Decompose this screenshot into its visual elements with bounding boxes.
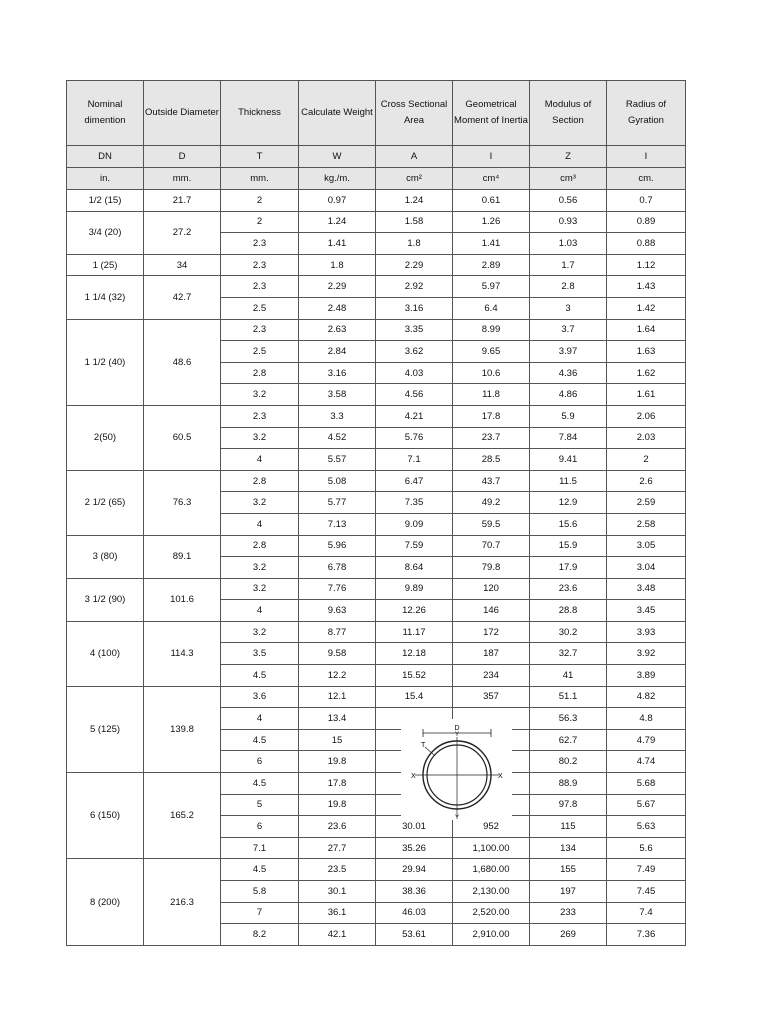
gyration-cell: 3.89 bbox=[607, 665, 686, 687]
modulus-cell: 41 bbox=[530, 665, 607, 687]
area-cell: 1.24 bbox=[376, 190, 453, 212]
area-cell: 4.03 bbox=[376, 362, 453, 384]
modulus-cell: 3 bbox=[530, 297, 607, 319]
nominal-cell: 2(50) bbox=[67, 405, 144, 470]
gyration-cell: 1.64 bbox=[607, 319, 686, 341]
unit-cell: cm³ bbox=[530, 168, 607, 190]
pipe-cross-section-diagram bbox=[401, 719, 512, 820]
unit-cell: mm. bbox=[221, 168, 299, 190]
nominal-cell: 3 (80) bbox=[67, 535, 144, 578]
modulus-cell: 233 bbox=[530, 902, 607, 924]
nominal-cell: 3/4 (20) bbox=[67, 211, 144, 254]
area-cell: 29.94 bbox=[376, 859, 453, 881]
gyration-cell: 2.06 bbox=[607, 405, 686, 427]
weight-cell: 9.58 bbox=[299, 643, 376, 665]
gyration-cell: 2.59 bbox=[607, 492, 686, 514]
nominal-cell: 1 1/4 (32) bbox=[67, 276, 144, 319]
outside-diameter-cell: 27.2 bbox=[144, 211, 221, 254]
inertia-cell: 70.7 bbox=[453, 535, 530, 557]
weight-cell: 7.13 bbox=[299, 513, 376, 535]
nominal-cell: 1 (25) bbox=[67, 254, 144, 276]
modulus-cell: 23.6 bbox=[530, 578, 607, 600]
nominal-cell: 1 1/2 (40) bbox=[67, 319, 144, 405]
thickness-cell: 4.5 bbox=[221, 859, 299, 881]
inertia-cell: 172 bbox=[453, 621, 530, 643]
modulus-cell: 2.8 bbox=[530, 276, 607, 298]
modulus-cell: 56.3 bbox=[530, 708, 607, 730]
area-cell: 9.09 bbox=[376, 513, 453, 535]
area-cell: 4.56 bbox=[376, 384, 453, 406]
unit-cell: mm. bbox=[144, 168, 221, 190]
pipe-cross-section-figure bbox=[401, 719, 512, 820]
unit-cell: in. bbox=[67, 168, 144, 190]
weight-cell: 3.58 bbox=[299, 384, 376, 406]
gyration-cell: 2.58 bbox=[607, 513, 686, 535]
modulus-cell: 97.8 bbox=[530, 794, 607, 816]
weight-cell: 2.84 bbox=[299, 341, 376, 363]
gyration-cell: 3.05 bbox=[607, 535, 686, 557]
area-cell: 7.35 bbox=[376, 492, 453, 514]
gyration-cell: 0.88 bbox=[607, 233, 686, 255]
modulus-cell: 4.86 bbox=[530, 384, 607, 406]
modulus-cell: 1.7 bbox=[530, 254, 607, 276]
area-cell: 7.1 bbox=[376, 449, 453, 471]
weight-cell: 5.57 bbox=[299, 449, 376, 471]
thickness-cell: 2.8 bbox=[221, 362, 299, 384]
inertia-cell: 17.8 bbox=[453, 405, 530, 427]
area-cell: 9.89 bbox=[376, 578, 453, 600]
weight-cell: 8.77 bbox=[299, 621, 376, 643]
inertia-cell: 357 bbox=[453, 686, 530, 708]
weight-cell: 12.1 bbox=[299, 686, 376, 708]
area-cell: 38.36 bbox=[376, 881, 453, 903]
unit-cell: cm⁴ bbox=[453, 168, 530, 190]
weight-cell: 23.5 bbox=[299, 859, 376, 881]
gyration-cell: 1.12 bbox=[607, 254, 686, 276]
table-row bbox=[67, 535, 686, 557]
symbol-cell: A bbox=[376, 146, 453, 168]
gyration-cell: 1.62 bbox=[607, 362, 686, 384]
thickness-cell: 7.1 bbox=[221, 837, 299, 859]
table-row bbox=[67, 405, 686, 427]
symbol-cell: D bbox=[144, 146, 221, 168]
x-label-left: X bbox=[411, 773, 416, 780]
inertia-cell: 43.7 bbox=[453, 470, 530, 492]
weight-cell: 15 bbox=[299, 729, 376, 751]
nominal-cell: 5 (125) bbox=[67, 686, 144, 772]
weight-cell: 30.1 bbox=[299, 881, 376, 903]
nominal-cell: 3 1/2 (90) bbox=[67, 578, 144, 621]
weight-cell: 1.41 bbox=[299, 233, 376, 255]
outside-diameter-cell: 216.3 bbox=[144, 859, 221, 945]
inertia-cell: 1.26 bbox=[453, 211, 530, 233]
weight-cell: 2.29 bbox=[299, 276, 376, 298]
gyration-cell: 3.04 bbox=[607, 557, 686, 579]
weight-cell: 5.77 bbox=[299, 492, 376, 514]
thickness-cell: 6 bbox=[221, 751, 299, 773]
modulus-cell: 3.7 bbox=[530, 319, 607, 341]
nominal-cell: 2 1/2 (65) bbox=[67, 470, 144, 535]
symbol-cell: I bbox=[607, 146, 686, 168]
weight-cell: 17.8 bbox=[299, 773, 376, 795]
thickness-cell: 4 bbox=[221, 449, 299, 471]
table-row bbox=[67, 190, 686, 212]
weight-cell: 3.16 bbox=[299, 362, 376, 384]
thickness-cell: 3.6 bbox=[221, 686, 299, 708]
outside-diameter-cell: 139.8 bbox=[144, 686, 221, 772]
gyration-cell: 7.49 bbox=[607, 859, 686, 881]
outside-diameter-cell: 21.7 bbox=[144, 190, 221, 212]
area-cell: 4.21 bbox=[376, 405, 453, 427]
modulus-cell: 30.2 bbox=[530, 621, 607, 643]
inertia-cell: 2,520.00 bbox=[453, 902, 530, 924]
thickness-cell: 2.5 bbox=[221, 297, 299, 319]
inertia-cell: 1.41 bbox=[453, 233, 530, 255]
outside-diameter-cell: 60.5 bbox=[144, 405, 221, 470]
inertia-cell: 146 bbox=[453, 600, 530, 622]
gyration-cell: 4.82 bbox=[607, 686, 686, 708]
table-row bbox=[67, 276, 686, 298]
modulus-cell: 9.41 bbox=[530, 449, 607, 471]
modulus-cell: 1.03 bbox=[530, 233, 607, 255]
header-cell: Nominal dimention bbox=[67, 81, 144, 146]
thickness-cell: 3.2 bbox=[221, 578, 299, 600]
nominal-cell: 1/2 (15) bbox=[67, 190, 144, 212]
gyration-cell: 5.67 bbox=[607, 794, 686, 816]
thickness-cell: 4 bbox=[221, 600, 299, 622]
thickness-cell: 2.3 bbox=[221, 233, 299, 255]
thickness-cell: 4.5 bbox=[221, 729, 299, 751]
gyration-cell: 2 bbox=[607, 449, 686, 471]
header-cell: Outside Diameter bbox=[144, 81, 221, 146]
inertia-cell: 5.97 bbox=[453, 276, 530, 298]
table-row bbox=[67, 621, 686, 643]
thickness-cell: 3.2 bbox=[221, 621, 299, 643]
gyration-cell: 3.93 bbox=[607, 621, 686, 643]
header-cell: Thickness bbox=[221, 81, 299, 146]
area-cell: 12.26 bbox=[376, 600, 453, 622]
weight-cell: 2.48 bbox=[299, 297, 376, 319]
weight-cell: 12.2 bbox=[299, 665, 376, 687]
area-cell: 15.4 bbox=[376, 686, 453, 708]
table-row bbox=[67, 254, 686, 276]
y-label-top: Y bbox=[455, 732, 460, 738]
modulus-cell: 4.36 bbox=[530, 362, 607, 384]
thickness-cell: 7 bbox=[221, 902, 299, 924]
inertia-cell: 0.61 bbox=[453, 190, 530, 212]
inertia-cell: 28.5 bbox=[453, 449, 530, 471]
symbol-cell: Z bbox=[530, 146, 607, 168]
thickness-cell: 3.5 bbox=[221, 643, 299, 665]
gyration-cell: 3.45 bbox=[607, 600, 686, 622]
unit-cell: cm² bbox=[376, 168, 453, 190]
modulus-cell: 0.56 bbox=[530, 190, 607, 212]
inertia-cell: 10.6 bbox=[453, 362, 530, 384]
inertia-cell: 2,910.00 bbox=[453, 924, 530, 946]
gyration-cell: 5.6 bbox=[607, 837, 686, 859]
gyration-cell: 4.79 bbox=[607, 729, 686, 751]
thickness-cell: 5 bbox=[221, 794, 299, 816]
outside-diameter-cell: 114.3 bbox=[144, 621, 221, 686]
weight-cell: 1.24 bbox=[299, 211, 376, 233]
gyration-cell: 1.61 bbox=[607, 384, 686, 406]
inertia-cell: 79.8 bbox=[453, 557, 530, 579]
outside-diameter-cell: 42.7 bbox=[144, 276, 221, 319]
inertia-cell: 59.5 bbox=[453, 513, 530, 535]
area-cell: 46.03 bbox=[376, 902, 453, 924]
thickness-cell: 2.8 bbox=[221, 470, 299, 492]
modulus-cell: 115 bbox=[530, 816, 607, 838]
nominal-cell: 6 (150) bbox=[67, 773, 144, 859]
modulus-cell: 3.97 bbox=[530, 341, 607, 363]
outside-diameter-cell: 101.6 bbox=[144, 578, 221, 621]
modulus-cell: 32.7 bbox=[530, 643, 607, 665]
table-row bbox=[67, 470, 686, 492]
thickness-cell: 2.3 bbox=[221, 254, 299, 276]
table-row bbox=[67, 319, 686, 341]
inertia-cell: 2.89 bbox=[453, 254, 530, 276]
unit-cell: kg./m. bbox=[299, 168, 376, 190]
outside-diameter-cell: 76.3 bbox=[144, 470, 221, 535]
weight-cell: 6.78 bbox=[299, 557, 376, 579]
table-row bbox=[67, 211, 686, 233]
modulus-cell: 15.9 bbox=[530, 535, 607, 557]
thickness-cell: 3.2 bbox=[221, 427, 299, 449]
area-cell: 53.61 bbox=[376, 924, 453, 946]
gyration-cell: 0.7 bbox=[607, 190, 686, 212]
modulus-cell: 80.2 bbox=[530, 751, 607, 773]
area-cell: 30.01 bbox=[376, 816, 453, 838]
thickness-cell: 2.3 bbox=[221, 319, 299, 341]
thickness-cell: 8.2 bbox=[221, 924, 299, 946]
modulus-cell: 28.8 bbox=[530, 600, 607, 622]
weight-cell: 5.08 bbox=[299, 470, 376, 492]
header-cell: Radius of Gyration bbox=[607, 81, 686, 146]
gyration-cell: 1.42 bbox=[607, 297, 686, 319]
gyration-cell: 1.43 bbox=[607, 276, 686, 298]
table-row bbox=[67, 578, 686, 600]
weight-cell: 4.52 bbox=[299, 427, 376, 449]
area-cell: 1.8 bbox=[376, 233, 453, 255]
inertia-cell: 9.65 bbox=[453, 341, 530, 363]
weight-cell: 1.8 bbox=[299, 254, 376, 276]
thickness-cell: 2 bbox=[221, 190, 299, 212]
gyration-cell: 4.74 bbox=[607, 751, 686, 773]
header-cell: Calculate Weight bbox=[299, 81, 376, 146]
weight-cell: 42.1 bbox=[299, 924, 376, 946]
modulus-cell: 12.9 bbox=[530, 492, 607, 514]
weight-cell: 23.6 bbox=[299, 816, 376, 838]
symbol-cell: T bbox=[221, 146, 299, 168]
inertia-cell: 234 bbox=[453, 665, 530, 687]
symbol-cell: DN bbox=[67, 146, 144, 168]
gyration-cell: 5.63 bbox=[607, 816, 686, 838]
modulus-cell: 134 bbox=[530, 837, 607, 859]
table-row bbox=[67, 773, 686, 795]
weight-cell: 19.8 bbox=[299, 751, 376, 773]
gyration-cell: 3.48 bbox=[607, 578, 686, 600]
area-cell: 1.58 bbox=[376, 211, 453, 233]
area-cell: 3.62 bbox=[376, 341, 453, 363]
symbol-cell: W bbox=[299, 146, 376, 168]
area-cell: 2.29 bbox=[376, 254, 453, 276]
modulus-cell: 88.9 bbox=[530, 773, 607, 795]
symbol-cell: I bbox=[453, 146, 530, 168]
modulus-cell: 5.9 bbox=[530, 405, 607, 427]
modulus-cell: 17.9 bbox=[530, 557, 607, 579]
inertia-cell: 23.7 bbox=[453, 427, 530, 449]
gyration-cell: 2.03 bbox=[607, 427, 686, 449]
header-cell: Cross Sectional Area bbox=[376, 81, 453, 146]
inertia-cell: 8.99 bbox=[453, 319, 530, 341]
gyration-cell: 3.92 bbox=[607, 643, 686, 665]
area-cell: 8.64 bbox=[376, 557, 453, 579]
area-cell: 12.18 bbox=[376, 643, 453, 665]
area-cell: 2.92 bbox=[376, 276, 453, 298]
inertia-cell: 49.2 bbox=[453, 492, 530, 514]
thickness-cell: 4.5 bbox=[221, 665, 299, 687]
thickness-cell: 5.8 bbox=[221, 881, 299, 903]
inertia-cell: 1,680.00 bbox=[453, 859, 530, 881]
inertia-cell: 2,130.00 bbox=[453, 881, 530, 903]
modulus-cell: 155 bbox=[530, 859, 607, 881]
gyration-cell: 7.36 bbox=[607, 924, 686, 946]
gyration-cell: 5.68 bbox=[607, 773, 686, 795]
x-label-right: X bbox=[498, 773, 503, 780]
weight-cell: 9.63 bbox=[299, 600, 376, 622]
pipe-spec-table bbox=[66, 80, 686, 946]
area-cell: 6.47 bbox=[376, 470, 453, 492]
thickness-cell: 4.5 bbox=[221, 773, 299, 795]
unit-row bbox=[67, 168, 686, 190]
inertia-cell: 187 bbox=[453, 643, 530, 665]
thickness-cell: 3.2 bbox=[221, 384, 299, 406]
weight-cell: 13.4 bbox=[299, 708, 376, 730]
area-cell: 3.35 bbox=[376, 319, 453, 341]
weight-cell: 3.3 bbox=[299, 405, 376, 427]
area-cell: 7.59 bbox=[376, 535, 453, 557]
diameter-label: D bbox=[454, 725, 460, 732]
area-cell: 3.16 bbox=[376, 297, 453, 319]
thickness-label: T bbox=[421, 742, 426, 749]
thickness-cell: 2.3 bbox=[221, 276, 299, 298]
gyration-cell: 2.6 bbox=[607, 470, 686, 492]
thickness-cell: 2.5 bbox=[221, 341, 299, 363]
gyration-cell: 1.63 bbox=[607, 341, 686, 363]
header-cell: Modulus of Section bbox=[530, 81, 607, 146]
outside-diameter-cell: 34 bbox=[144, 254, 221, 276]
thickness-cell: 3.2 bbox=[221, 492, 299, 514]
modulus-cell: 7.84 bbox=[530, 427, 607, 449]
modulus-cell: 197 bbox=[530, 881, 607, 903]
table-row bbox=[67, 686, 686, 708]
thickness-cell: 6 bbox=[221, 816, 299, 838]
inertia-cell: 11.8 bbox=[453, 384, 530, 406]
area-cell: 11.17 bbox=[376, 621, 453, 643]
modulus-cell: 0.93 bbox=[530, 211, 607, 233]
thickness-cell: 3.2 bbox=[221, 557, 299, 579]
gyration-cell: 4.8 bbox=[607, 708, 686, 730]
thickness-cell: 2.8 bbox=[221, 535, 299, 557]
outside-diameter-cell: 48.6 bbox=[144, 319, 221, 405]
gyration-cell: 7.45 bbox=[607, 881, 686, 903]
gyration-cell: 0.89 bbox=[607, 211, 686, 233]
symbol-row bbox=[67, 146, 686, 168]
weight-cell: 27.7 bbox=[299, 837, 376, 859]
inertia-cell: 120 bbox=[453, 578, 530, 600]
nominal-cell: 4 (100) bbox=[67, 621, 144, 686]
area-cell: 5.76 bbox=[376, 427, 453, 449]
area-cell: 15.52 bbox=[376, 665, 453, 687]
modulus-cell: 62.7 bbox=[530, 729, 607, 751]
thickness-cell: 4 bbox=[221, 708, 299, 730]
header-row bbox=[67, 81, 686, 146]
header-cell: Geometrical Moment of Inertia bbox=[453, 81, 530, 146]
inertia-cell: 952 bbox=[453, 816, 530, 838]
y-label-bottom: Y bbox=[455, 815, 460, 820]
weight-cell: 5.96 bbox=[299, 535, 376, 557]
outside-diameter-cell: 89.1 bbox=[144, 535, 221, 578]
thickness-cell: 2.3 bbox=[221, 405, 299, 427]
modulus-cell: 51.1 bbox=[530, 686, 607, 708]
thickness-cell: 4 bbox=[221, 513, 299, 535]
weight-cell: 2.63 bbox=[299, 319, 376, 341]
table-row bbox=[67, 859, 686, 881]
modulus-cell: 15.6 bbox=[530, 513, 607, 535]
thickness-cell: 2 bbox=[221, 211, 299, 233]
unit-cell: cm. bbox=[607, 168, 686, 190]
modulus-cell: 11.5 bbox=[530, 470, 607, 492]
inertia-cell: 1,100.00 bbox=[453, 837, 530, 859]
nominal-cell: 8 (200) bbox=[67, 859, 144, 945]
weight-cell: 19.8 bbox=[299, 794, 376, 816]
modulus-cell: 269 bbox=[530, 924, 607, 946]
weight-cell: 0.97 bbox=[299, 190, 376, 212]
inertia-cell: 6.4 bbox=[453, 297, 530, 319]
area-cell: 35.26 bbox=[376, 837, 453, 859]
weight-cell: 7.76 bbox=[299, 578, 376, 600]
weight-cell: 36.1 bbox=[299, 902, 376, 924]
gyration-cell: 7.4 bbox=[607, 902, 686, 924]
outside-diameter-cell: 165.2 bbox=[144, 773, 221, 859]
